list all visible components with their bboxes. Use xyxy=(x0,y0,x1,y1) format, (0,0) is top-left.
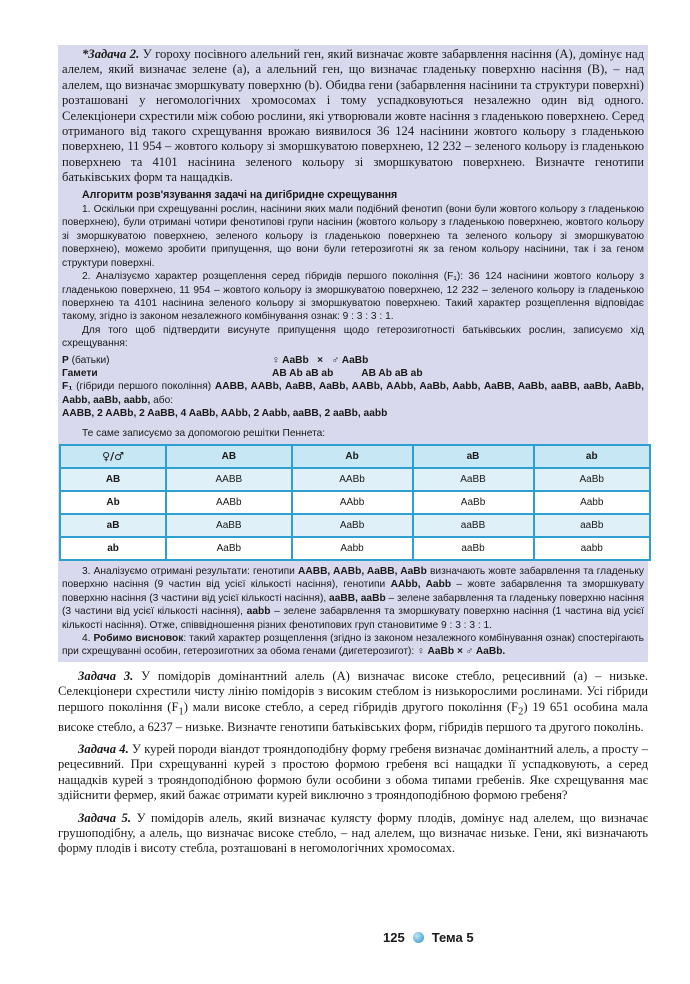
cross-parents-row xyxy=(62,354,644,367)
algorithm-step-3: 3. Аналізуємо отримані результати: генотипи AABB, AABb, AaBB, AaBb визначають жовте забарвлення та гладеньку поверхню насіння (9 частин від усієї кількості насіння), генотипи AAbb, Aabb – жовте забарвлення та зморшкувату поверхню насіння (3 частини від усієї кількості насіння), aaBB, aaBb – зелене забарвлення та гладеньку поверхню насіння (3 частини від усієї кількості насіння), aabb – зелене забарвлення та зморшкувату поверхню насіння (1 частина від усієї кількості насіння). Отже, співвідношення різних фенотипових груп становитиме 9 : 3 : 3 : 1. xyxy=(62,565,644,631)
algorithm-step-1: 1. Оскільки при схрещуванні рослин, насінини яких мали подібний фенотип (вони були жовтого кольору з гладенькою поверхнею), були отримані чотири фенотипові групи насінин (жовтого кольору з гладенькою поверхнею, жовтого кольору зі зморшкуватою поверхнею, зеленого кольору із гладенькою поверхнею та зеленого кольору зі зморшкуватою поверхнею), можемо зробити припущення, що вони були гетерозиготні як за геном кольору насінини, так і за геном структури поверхні. xyxy=(62,204,644,269)
task-3: Задача 3. У помідорів домінантний алель (А) визначає високе стебло, рецесивний (а) – низьке. Селекціонери схрестили чисту лінію помідорів з високим стеблом із низькорослими рослинами. Усі гібриди першого покоління $(F_1)$ мали високе стебло, а серед гібридів другого покоління $(F_2)$ 19 651 особина мала високе стебло, а 6237 – низьке. Визначте генотипи батьківських форм, гібридів першого та другого поколінь. xyxy=(58,668,648,734)
task-2-text xyxy=(62,47,644,186)
algorithm-heading: Алгоритм розв'язування задачі на дигібридне схрещування xyxy=(82,188,398,201)
f1-summary: AABB, 2 AABb, 2 AaBB, 4 AaBb, AAbb, 2 Aabb, aaBB, 2 aaBb, aabb xyxy=(62,408,388,420)
punnett-intro: Те саме записуємо за допомогою решітки Пеннета: xyxy=(82,427,326,439)
task-5: Задача 5. У помідорів алель, який визначає кулясту форму плодів, домінує над алелем, що визначає грушоподібну, а алель, що визначає високе стебло, – над алелем, що визначає низьке. Гени, які визначають форму плодів і висоту стебла, розташовані в негомологічних хромосомах. xyxy=(58,810,648,856)
punnett-col-head: Ab xyxy=(292,445,413,468)
task-3-label: Задача 3. xyxy=(78,668,134,683)
task-2-label: *Задача 2. xyxy=(82,47,140,61)
punnett-header-row xyxy=(60,445,650,468)
punnett-cell: aaBB xyxy=(413,514,534,537)
punnett-cell: AABB xyxy=(166,468,292,491)
bullet-dot-icon xyxy=(413,932,424,943)
task-4-label: Задача 4. xyxy=(78,741,129,756)
punnett-cell: AaBB xyxy=(166,514,292,537)
cross-gametes-row xyxy=(62,367,644,380)
page-number: 125 xyxy=(383,930,405,945)
punnett-row-head: aB xyxy=(60,514,166,537)
task-2-body: У гороху посівного алельний ген, який визначає жовте забарвлення насіння (А), домінує над алелем, який визначає зелене (а), а алельний ген, що визначає гладеньку поверхню насіння (В), – над алелем, що визначає зморшкувату поверхню (b). Обидва гени (забарвлення насінини та структури поверхні) розташовані у негомологічних хромосомах і тому успадковуються незалежно один від одного. Селекціонери схрестили між собою рослини, які утворювали жовте насіння з гладенькою поверхнею. Серед отриманого від такого схрещування врожаю виявилося 36 124 насінини жовтого кольору з гладенькою поверхнею, 11 954 – жовтого кольору зі зморшкуватою поверхнею, 12 232 – зеленого кольору із гладенькою поверхнею та 4101 насінина зеленого кольору зі зморшкуватою поверхнею. Визначте генотипи батьківських форм та нащадків. xyxy=(62,47,644,185)
parents-label: P xyxy=(62,354,69,366)
parents-note: (батьки) xyxy=(68,354,110,366)
algorithm-conclusion: 4. Робимо висновок: такий характер розщеплення (згідно із законом незалежного комбінування ознак) спостерігають при схрещуванні особин, гетерозиготних за обома генами (дигетерозигот): ♀ AaBb × ♂ AaBb. xyxy=(62,633,644,658)
punnett-cell: AaBb xyxy=(534,468,650,491)
punnett-cell: AaBB xyxy=(413,468,534,491)
punnett-cell: aabb xyxy=(534,537,650,560)
f1-note: (гібриди першого покоління) xyxy=(72,381,212,393)
punnett-cell: AaBb xyxy=(292,514,413,537)
punnett-cell: AABb xyxy=(292,468,413,491)
punnett-col-head: aB xyxy=(413,445,534,468)
punnett-square xyxy=(59,444,651,561)
page-footer xyxy=(383,930,474,945)
f1-abo: або: xyxy=(150,394,174,406)
punnett-cell: aaBb xyxy=(534,514,650,537)
punnett-row xyxy=(60,491,650,514)
punnett-corner: ♀/♂ xyxy=(60,445,166,468)
gametes-label: Гамети xyxy=(62,367,98,379)
punnett-cell: aaBb xyxy=(413,537,534,560)
cross-f1-row xyxy=(62,380,644,407)
punnett-col-head: ab xyxy=(534,445,650,468)
page-content xyxy=(58,45,648,857)
section-label: Тема 5 xyxy=(431,930,474,945)
algorithm-step-2: 2. Аналізуємо характер розщеплення серед гібридів першого покоління (F₁): 36 124 насінини жовтого кольору з гладенькою поверхнею, 11 954 – жовтого кольору із зморшкуватою поверхнею, 12 232 – зеленого кольору із гладенькою поверхнею та 4101 насінина зеленого кольору зі зморшкуватою поверхнею. Такий характер розщеплення відповідає такому, згідно із законом незалежного комбінування ознак: 9 : 3 : 3 : 1. xyxy=(62,271,644,323)
gametes-values: AB Ab aB ab AB Ab aB ab xyxy=(272,367,423,379)
punnett-row-head: AB xyxy=(60,468,166,491)
punnett-cell: AAbb xyxy=(292,491,413,514)
punnett-cell: Aabb xyxy=(292,537,413,560)
parents-genotypes: ♀ AaBb × ♂ AaBb xyxy=(272,354,369,366)
punnett-cell: AaBb xyxy=(166,537,292,560)
cross-f1-summary-row xyxy=(62,407,644,420)
task-2-box xyxy=(58,45,648,662)
punnett-row xyxy=(60,468,650,491)
punnett-row xyxy=(60,537,650,560)
punnett-row xyxy=(60,514,650,537)
algorithm-step-2-followup: Для того щоб підтвердити висунуте припущення щодо гетерозиготності батьківських рослин, записуємо хід схрещування: xyxy=(62,324,644,350)
f1-label: F₁ xyxy=(62,381,73,393)
f1-genotypes: AABB, AABb, AaBB, AaBb, AABb, AAbb, AaBb, Aabb, AaBB, AaBb, aaBB, aaBb, AaBb, Aabb, aaBb, aabb, xyxy=(62,381,644,406)
punnett-col-head: AB xyxy=(166,445,292,468)
algorithm-section xyxy=(62,189,644,659)
punnett-row-head: Ab xyxy=(60,491,166,514)
task-5-label: Задача 5. xyxy=(78,810,131,825)
task-4: Задача 4. У курей породи віандот трояндоподібну форму гребеня визначає домінантний алель, а просту – рецесивний. При схрещуванні курей з простою формою гребеня всі нащадки її успадковують, а серед нащадків курей з трояндоподібною формою були особини з обома типами гребенів. Яке схрещування має здійснити фермер, який бажає отримати курей виключно з трояндоподібною формою гребеня? xyxy=(58,741,649,803)
punnett-cell: AABb xyxy=(166,491,292,514)
punnett-cell: AaBb xyxy=(413,491,534,514)
cross-scheme xyxy=(62,354,644,421)
punnett-cell: Aabb xyxy=(534,491,650,514)
punnett-row-head: ab xyxy=(60,537,166,560)
